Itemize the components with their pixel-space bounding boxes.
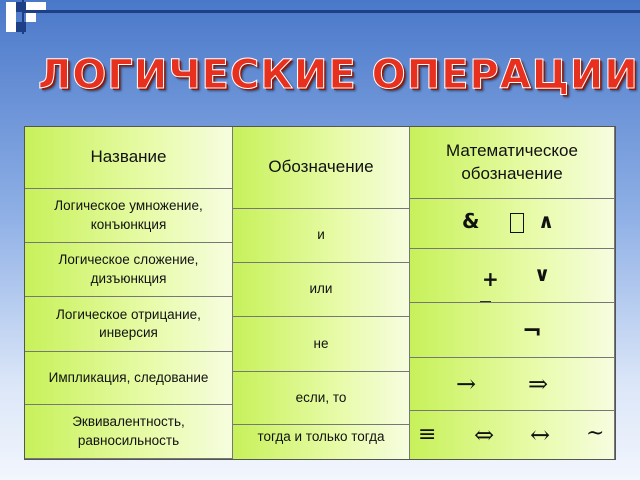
header-rule bbox=[24, 10, 640, 13]
left-right-arrow-symbol: ↔ bbox=[530, 421, 551, 449]
tilde-symbol: ~ bbox=[586, 421, 605, 446]
row-name-disjunction: Логическое сложение, дизъюнкция bbox=[25, 243, 233, 297]
row-math-implication bbox=[410, 358, 615, 411]
row-notation-if-then: если, то bbox=[233, 372, 410, 425]
double-right-arrow-symbol: ⇒ bbox=[528, 370, 549, 398]
double-left-right-arrow-symbol: ⇔ bbox=[474, 421, 495, 449]
right-arrow-symbol: → bbox=[456, 370, 477, 398]
header-notation: Обозначение bbox=[233, 127, 410, 209]
row-name-implication: Импликация, следование bbox=[25, 352, 233, 405]
missing-glyph-box bbox=[510, 213, 524, 233]
ampersand-symbol: & bbox=[462, 209, 480, 233]
row-notation-and: и bbox=[233, 209, 410, 263]
or-symbol: ∨ bbox=[534, 262, 551, 286]
row-math-conjunction bbox=[410, 199, 615, 249]
row-name-conjunction: Логическое умножение, конъюнкция bbox=[25, 189, 233, 243]
row-notation-or: или bbox=[233, 263, 410, 317]
header-name: Название bbox=[25, 127, 233, 189]
row-math-inversion bbox=[410, 299, 615, 358]
row-notation-not: не bbox=[233, 317, 410, 372]
slide-title: ЛОГИЧЕСКИЕ ОПЕРАЦИИ bbox=[38, 52, 639, 98]
row-math-equivalence bbox=[410, 411, 615, 459]
overline-symbol: ‾ bbox=[480, 299, 491, 324]
row-name-equivalence: Эквивалентность, равносильность bbox=[25, 405, 233, 459]
row-math-disjunction bbox=[410, 249, 615, 303]
row-notation-iff-text: тогда и только тогда bbox=[257, 428, 385, 444]
and-symbol: ∧ bbox=[538, 209, 555, 233]
identical-symbol: ≡ bbox=[418, 422, 437, 447]
header-math: Математическое обозначение bbox=[410, 127, 615, 199]
row-notation-iff bbox=[233, 405, 410, 459]
row-name-inversion: Логическое отрицание, инверсия bbox=[25, 297, 233, 352]
decorative-squares bbox=[0, 0, 80, 40]
plus-symbol: + bbox=[482, 267, 499, 291]
not-symbol: ¬ bbox=[522, 317, 543, 345]
logic-operations-table bbox=[24, 126, 616, 460]
